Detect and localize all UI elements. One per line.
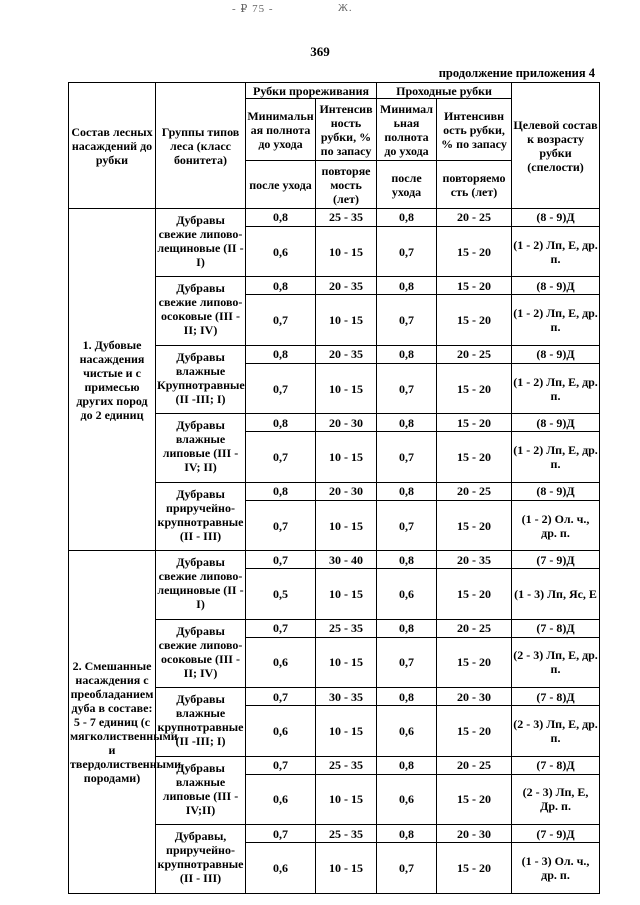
intensity-pass-cell: 15 - 20 xyxy=(437,295,512,346)
intensity-pass-cell: 20 - 25 xyxy=(437,482,512,500)
intensity-thin-cell: 20 - 35 xyxy=(316,277,377,295)
header-repeat-pass: повторяемо сть (лет) xyxy=(437,161,512,209)
min-density-pass-cell: 0,8 xyxy=(377,551,437,569)
min-density-pass-cell: 0,8 xyxy=(377,345,437,363)
intensity-pass-cell: 20 - 25 xyxy=(437,345,512,363)
intensity-thin-cell: 20 - 35 xyxy=(316,345,377,363)
target-cell: (1 - 3) Лп, Яс, Е xyxy=(512,569,600,620)
intensity-thin-cell: 10 - 15 xyxy=(316,706,377,757)
composition-cell: 1. Дубовые насаждения чистые и с примесью других пород до 2 единиц xyxy=(69,209,156,551)
forest-type-cell: Дубравы свежие липово-лещиновые (II - I) xyxy=(156,209,246,277)
forest-type-cell: Дубравы приручейно-крупнотравные (II - III) xyxy=(156,482,246,550)
header-thinning: Рубки прореживания xyxy=(246,83,377,99)
min-density-pass-cell: 0,7 xyxy=(377,843,437,894)
target-cell: (2 - 3) Лп, Е, др. п. xyxy=(512,637,600,688)
intensity-pass-cell: 20 - 25 xyxy=(437,619,512,637)
header-intensity-thin: Интенсив ность рубки, % по запасу xyxy=(316,99,377,161)
intensity-pass-cell: 15 - 20 xyxy=(437,706,512,757)
intensity-pass-cell: 20 - 25 xyxy=(437,209,512,227)
forest-type-cell: Дубравы влажные крупнотравные (II -III; I) xyxy=(156,688,246,756)
target-cell: (7 - 9)Д xyxy=(512,825,600,843)
target-cell: (8 - 9)Д xyxy=(512,209,600,227)
forest-type-cell: Дубравы влажные липовые (III - IV;II) xyxy=(156,756,246,824)
min-density-pass-cell: 0,6 xyxy=(377,774,437,825)
continuation-label: продолжение приложения 4 xyxy=(438,66,595,80)
min-density-thin-cell: 0,7 xyxy=(246,619,316,637)
header-min-density-thin: Минимальн ая полнота до ухода xyxy=(246,99,316,161)
header-repeat-thin: повторяе мость (лет) xyxy=(316,161,377,209)
min-density-pass-cell: 0,8 xyxy=(377,688,437,706)
target-cell: (1 - 2) Лп, Е, др. п. xyxy=(512,295,600,346)
intensity-thin-cell: 25 - 35 xyxy=(316,209,377,227)
min-density-pass-cell: 0,8 xyxy=(377,209,437,227)
min-density-thin-cell: 0,7 xyxy=(246,500,316,551)
intensity-pass-cell: 20 - 35 xyxy=(437,551,512,569)
target-cell: (7 - 9)Д xyxy=(512,551,600,569)
min-density-thin-cell: 0,8 xyxy=(246,482,316,500)
forest-type-cell: Дубравы влажные липовые (III - IV; II) xyxy=(156,414,246,482)
scan-artifact: Ж. xyxy=(338,2,353,14)
min-density-thin-cell: 0,8 xyxy=(246,345,316,363)
header-composition: Состав лесных насаждений до рубки xyxy=(69,83,156,209)
min-density-pass-cell: 0,6 xyxy=(377,569,437,620)
target-cell: (1 - 3) Ол. ч., др. п. xyxy=(512,843,600,894)
forest-type-cell: Дубравы свежие липово-лещиновые (II - I) xyxy=(156,551,246,619)
min-density-pass-cell: 0,7 xyxy=(377,295,437,346)
header-intensity-pass: Интенсивн ость рубки, % по запасу xyxy=(437,99,512,161)
forest-type-cell: Дубравы влажные Крупнотравные (II -III; I) xyxy=(156,345,246,413)
table-row xyxy=(69,209,600,227)
header-target: Целевой состав к возрасту рубки (спелости) xyxy=(512,83,600,209)
min-density-thin-cell: 0,8 xyxy=(246,277,316,295)
min-density-thin-cell: 0,8 xyxy=(246,414,316,432)
intensity-pass-cell: 15 - 20 xyxy=(437,774,512,825)
intensity-thin-cell: 25 - 35 xyxy=(316,756,377,774)
target-cell: (1 - 2) Лп, Е, др. п. xyxy=(512,363,600,414)
target-cell: (7 - 8)Д xyxy=(512,688,600,706)
table-row xyxy=(69,551,600,569)
intensity-pass-cell: 15 - 20 xyxy=(437,414,512,432)
intensity-pass-cell: 15 - 20 xyxy=(437,637,512,688)
target-cell: (7 - 8)Д xyxy=(512,756,600,774)
min-density-pass-cell: 0,6 xyxy=(377,706,437,757)
intensity-pass-cell: 20 - 30 xyxy=(437,825,512,843)
min-density-pass-cell: 0,8 xyxy=(377,825,437,843)
scan-artifact: - ₽ 75 - xyxy=(232,3,274,15)
target-cell: (7 - 8)Д xyxy=(512,619,600,637)
min-density-thin-cell: 0,7 xyxy=(246,295,316,346)
target-cell: (8 - 9)Д xyxy=(512,277,600,295)
min-density-pass-cell: 0,7 xyxy=(377,363,437,414)
min-density-thin-cell: 0,6 xyxy=(246,774,316,825)
min-density-thin-cell: 0,8 xyxy=(246,209,316,227)
composition-cell: 2. Смешанные насаждения с преобладанием дуба в составе: 5 - 7 единиц (с мягколиственными и твердолиственными породами) xyxy=(69,551,156,894)
intensity-thin-cell: 10 - 15 xyxy=(316,500,377,551)
min-density-thin-cell: 0,5 xyxy=(246,569,316,620)
min-density-thin-cell: 0,7 xyxy=(246,551,316,569)
min-density-thin-cell: 0,6 xyxy=(246,226,316,277)
min-density-thin-cell: 0,7 xyxy=(246,825,316,843)
min-density-pass-cell: 0,8 xyxy=(377,482,437,500)
target-cell: (8 - 9)Д xyxy=(512,345,600,363)
target-cell: (1 - 2) Лп, Е, др. п. xyxy=(512,432,600,483)
header-min-density-pass: Минимал ьная полнота до ухода xyxy=(377,99,437,161)
intensity-pass-cell: 15 - 20 xyxy=(437,843,512,894)
page-number: 369 xyxy=(310,44,330,59)
intensity-pass-cell: 15 - 20 xyxy=(437,363,512,414)
min-density-pass-cell: 0,7 xyxy=(377,637,437,688)
intensity-thin-cell: 20 - 30 xyxy=(316,482,377,500)
target-cell: (2 - 3) Лп, Е, Др. п. xyxy=(512,774,600,825)
intensity-thin-cell: 10 - 15 xyxy=(316,843,377,894)
intensity-thin-cell: 10 - 15 xyxy=(316,569,377,620)
min-density-pass-cell: 0,8 xyxy=(377,756,437,774)
min-density-pass-cell: 0,8 xyxy=(377,277,437,295)
intensity-pass-cell: 15 - 20 xyxy=(437,277,512,295)
intensity-thin-cell: 10 - 15 xyxy=(316,774,377,825)
intensity-thin-cell: 10 - 15 xyxy=(316,637,377,688)
header-forest-groups: Группы типов леса (класс бонитета) xyxy=(156,83,246,209)
target-cell: (2 - 3) Лп, Е, др. п. xyxy=(512,706,600,757)
intensity-thin-cell: 10 - 15 xyxy=(316,363,377,414)
min-density-thin-cell: 0,7 xyxy=(246,756,316,774)
header-passage: Проходные рубки xyxy=(377,83,512,99)
intensity-pass-cell: 15 - 20 xyxy=(437,569,512,620)
target-cell: (8 - 9)Д xyxy=(512,414,600,432)
min-density-thin-cell: 0,6 xyxy=(246,637,316,688)
intensity-pass-cell: 20 - 25 xyxy=(437,756,512,774)
target-cell: (1 - 2) Лп, Е, др. п. xyxy=(512,226,600,277)
min-density-thin-cell: 0,7 xyxy=(246,688,316,706)
forest-type-cell: Дубравы, приручейно-крупнотравные (II - III) xyxy=(156,825,246,894)
min-density-pass-cell: 0,7 xyxy=(377,226,437,277)
table-body xyxy=(69,209,600,894)
intensity-thin-cell: 10 - 15 xyxy=(316,295,377,346)
header-after-pass: после ухода xyxy=(377,161,437,209)
intensity-thin-cell: 10 - 15 xyxy=(316,226,377,277)
intensity-thin-cell: 30 - 35 xyxy=(316,688,377,706)
intensity-thin-cell: 30 - 40 xyxy=(316,551,377,569)
intensity-pass-cell: 15 - 20 xyxy=(437,432,512,483)
intensity-thin-cell: 10 - 15 xyxy=(316,432,377,483)
min-density-pass-cell: 0,7 xyxy=(377,500,437,551)
target-cell: (1 - 2) Ол. ч., др. п. xyxy=(512,500,600,551)
min-density-pass-cell: 0,8 xyxy=(377,414,437,432)
intensity-thin-cell: 25 - 35 xyxy=(316,619,377,637)
min-density-thin-cell: 0,6 xyxy=(246,706,316,757)
intensity-thin-cell: 25 - 35 xyxy=(316,825,377,843)
forest-type-cell: Дубравы свежие липово-осоковые (III - II; IV) xyxy=(156,277,246,345)
target-cell: (8 - 9)Д xyxy=(512,482,600,500)
intensity-thin-cell: 20 - 30 xyxy=(316,414,377,432)
header-after-thin: после ухода xyxy=(246,161,316,209)
min-density-pass-cell: 0,7 xyxy=(377,432,437,483)
forest-care-table xyxy=(68,82,600,894)
intensity-pass-cell: 15 - 20 xyxy=(437,500,512,551)
intensity-pass-cell: 20 - 30 xyxy=(437,688,512,706)
min-density-thin-cell: 0,7 xyxy=(246,432,316,483)
intensity-pass-cell: 15 - 20 xyxy=(437,226,512,277)
min-density-thin-cell: 0,7 xyxy=(246,363,316,414)
min-density-pass-cell: 0,8 xyxy=(377,619,437,637)
forest-type-cell: Дубравы свежие липово-осоковые (III - II; IV) xyxy=(156,619,246,687)
min-density-thin-cell: 0,6 xyxy=(246,843,316,894)
